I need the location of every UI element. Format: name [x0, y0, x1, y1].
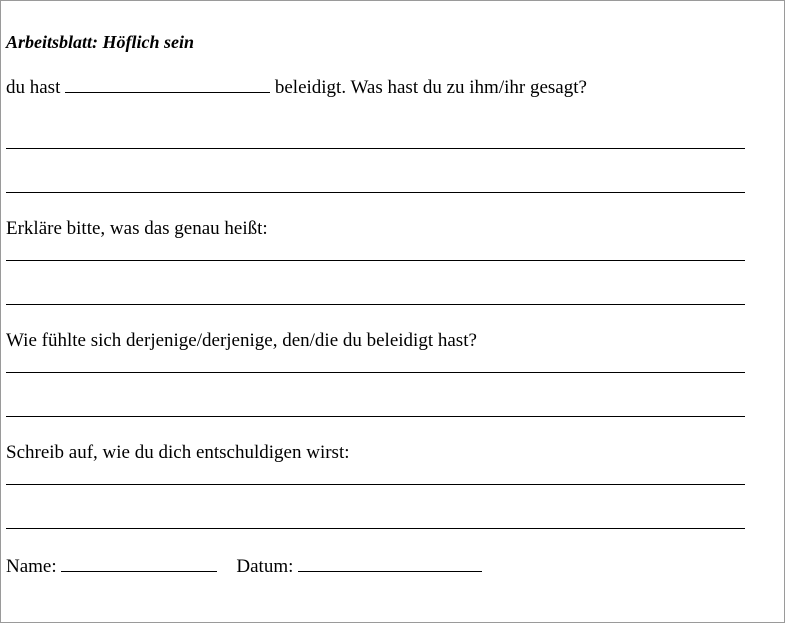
- answer-line-7[interactable]: [6, 484, 745, 485]
- answer-line-8[interactable]: [6, 528, 745, 529]
- intro-sentence: [6, 74, 587, 99]
- answer-line-1[interactable]: [6, 148, 745, 149]
- date-field[interactable]: [298, 553, 482, 572]
- answer-line-5[interactable]: [6, 372, 745, 373]
- prompt-apology: Schreib auf, wie du dich entschuldigen wirst:: [6, 442, 350, 463]
- prompt-feeling: Wie fühlte sich derjenige/derjenige, den/die du beleidigt hast?: [6, 330, 477, 351]
- person-blank[interactable]: [65, 74, 270, 93]
- name-label: Name:: [6, 556, 62, 577]
- footer-row: [6, 553, 482, 578]
- name-field[interactable]: [61, 553, 217, 572]
- answer-line-3[interactable]: [6, 260, 745, 261]
- intro-text-before: du hast: [6, 77, 66, 98]
- intro-text-after: beleidigt. Was hast du zu ihm/ihr gesagt?: [270, 77, 587, 98]
- answer-line-6[interactable]: [6, 416, 745, 417]
- date-label: Datum:: [236, 556, 299, 577]
- worksheet-title: Arbeitsblatt: Höflich sein: [6, 32, 195, 52]
- prompt-explain: Erkläre bitte, was das genau heißt:: [6, 218, 268, 239]
- answer-line-4[interactable]: [6, 304, 745, 305]
- answer-line-2[interactable]: [6, 192, 745, 193]
